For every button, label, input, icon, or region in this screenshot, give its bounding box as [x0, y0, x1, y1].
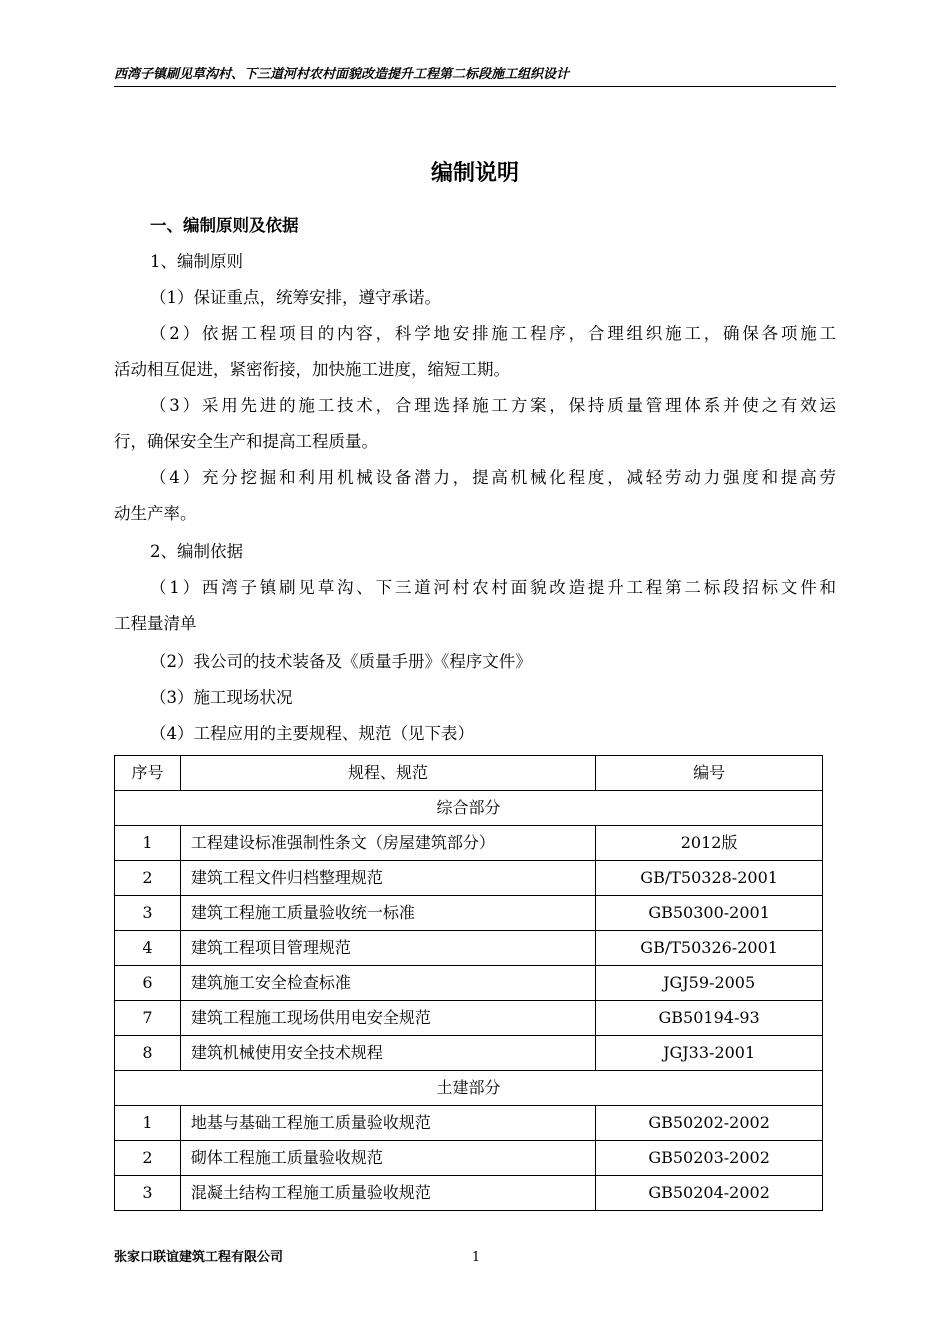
header-standard: 规程、规范 — [180, 756, 595, 791]
header-rule — [114, 86, 836, 87]
row-index: 2 — [115, 861, 181, 896]
row-standard: 建筑工程文件归档整理规范 — [180, 861, 595, 896]
row-code: GB50300-2001 — [596, 896, 823, 931]
basis-3: （3）施工现场状况 — [150, 688, 293, 707]
principle-2-line1: （2）依据工程项目的内容，科学地安排施工程序，合理组织施工，确保各项施工 — [150, 324, 836, 343]
table-row — [115, 896, 823, 931]
row-standard: 工程建设标准强制性条文（房屋建筑部分） — [180, 826, 595, 861]
principle-3-line2: 行，确保安全生产和提高工程质量。 — [114, 432, 378, 451]
header-index: 序号 — [115, 756, 181, 791]
table-row — [115, 861, 823, 896]
row-index: 6 — [115, 966, 181, 1001]
table-row — [115, 931, 823, 966]
row-index: 8 — [115, 1036, 181, 1071]
footer-company: 张家口联谊建筑工程有限公司 — [114, 1250, 284, 1265]
standards-table — [114, 755, 823, 1211]
principle-4-line2: 动生产率。 — [114, 504, 197, 523]
group-row — [115, 1071, 823, 1106]
group-label: 土建部分 — [115, 1071, 823, 1106]
row-code: GB50204-2002 — [596, 1176, 823, 1211]
table-row — [115, 1001, 823, 1036]
row-standard: 砌体工程施工质量验收规范 — [180, 1141, 595, 1176]
row-index: 1 — [115, 826, 181, 861]
running-header: 西湾子镇刷见草沟村、下三道河村农村面貌改造提升工程第二标段施工组织设计 — [114, 67, 570, 82]
basis-1-line2: 工程量清单 — [114, 614, 197, 633]
principles-heading: 1、编制原则 — [150, 252, 243, 271]
row-standard: 建筑工程施工现场供用电安全规范 — [180, 1001, 595, 1036]
row-index: 1 — [115, 1106, 181, 1141]
basis-heading: 2、编制依据 — [150, 542, 243, 561]
row-standard: 建筑施工安全检查标准 — [180, 966, 595, 1001]
row-index: 2 — [115, 1141, 181, 1176]
principle-4-line1: （4）充分挖掘和利用机械设备潜力，提高机械化程度，减轻劳动力强度和提高劳 — [150, 468, 836, 487]
basis-1-line1: （1）西湾子镇刷见草沟、下三道河村农村面貌改造提升工程第二标段招标文件和 — [150, 578, 836, 597]
header-code: 编号 — [596, 756, 823, 791]
row-index: 4 — [115, 931, 181, 966]
row-index: 3 — [115, 1176, 181, 1211]
row-index: 3 — [115, 896, 181, 931]
table-row — [115, 966, 823, 1001]
table-row — [115, 1141, 823, 1176]
principle-3-line1: （3）采用先进的施工技术，合理选择施工方案，保持质量管理体系并使之有效运 — [150, 396, 836, 415]
row-standard: 混凝土结构工程施工质量验收规范 — [180, 1176, 595, 1211]
document-title: 编制说明 — [430, 161, 519, 186]
row-code: GB/T50326-2001 — [596, 931, 823, 966]
table-row — [115, 1176, 823, 1211]
row-code: JGJ33-2001 — [596, 1036, 823, 1071]
row-standard: 建筑机械使用安全技术规程 — [180, 1036, 595, 1071]
basis-2: （2）我公司的技术装备及《质量手册》《程序文件》 — [150, 652, 532, 671]
table-row — [115, 826, 823, 861]
table-row — [115, 1036, 823, 1071]
row-code: JGJ59-2005 — [596, 966, 823, 1001]
section-heading: 一、编制原则及依据 — [150, 216, 299, 235]
row-code: 2012版 — [596, 826, 823, 861]
principle-2-line2: 活动相互促进，紧密衔接，加快施工进度，缩短工期。 — [114, 360, 510, 379]
table-header-row — [115, 756, 823, 791]
row-standard: 建筑工程项目管理规范 — [180, 931, 595, 966]
row-index: 7 — [115, 1001, 181, 1036]
basis-4: （4）工程应用的主要规程、规范（见下表） — [150, 724, 474, 743]
row-code: GB/T50328-2001 — [596, 861, 823, 896]
table-row — [115, 1106, 823, 1141]
principle-1: （1）保证重点，统筹安排，遵守承诺。 — [150, 288, 441, 307]
row-standard: 建筑工程施工质量验收统一标准 — [180, 896, 595, 931]
page-number: 1 — [471, 1250, 481, 1265]
row-standard: 地基与基础工程施工质量验收规范 — [180, 1106, 595, 1141]
row-code: GB50203-2002 — [596, 1141, 823, 1176]
group-label: 综合部分 — [115, 791, 823, 826]
row-code: GB50194-93 — [596, 1001, 823, 1036]
group-row — [115, 791, 823, 826]
row-code: GB50202-2002 — [596, 1106, 823, 1141]
